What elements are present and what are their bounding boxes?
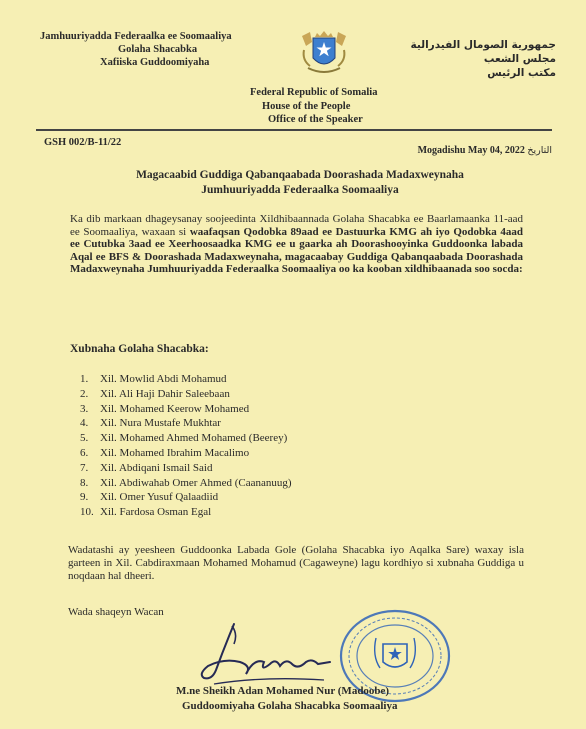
date-line	[418, 145, 552, 156]
signature-icon	[194, 618, 344, 690]
signatory-name: M.ne Sheikh Adan Mohamed Nur (Madoobe)	[176, 685, 390, 697]
list-item-number: 2.	[80, 387, 89, 400]
list-item-number: 10.	[80, 506, 94, 519]
list-item-name: Xil. Mowlid Abdi Mohamud	[100, 373, 227, 385]
list-item	[80, 446, 292, 461]
header-english-line: House of the People	[262, 100, 351, 112]
list-item	[80, 476, 292, 491]
members-heading: Xubnaha Golaha Shacabka:	[70, 343, 209, 355]
closing-paragraph: Wadatashi ay yeesheen Guddoonka Labada Gole (Golaha Shacabka iyo Aqalka Sare) waxay isla garteen in Xil. Cabdiraxmaan Mohamed Mohamud (Cagaweyne) lagu kordhiyo si xubnaha Guddiga u noqdaan hal dheeri.	[68, 544, 524, 583]
body-emphasis: waafaqsan Qodobka 89aad ee Dastuurka KMG ah iyo Qodobka 4aad ee Cutubka 3aad ee Xeerhoosaadka KMG ee u gaarka ah Doorashooyinka Guddoonka labada Aqal ee BFS & Doorashada Madaxweynaha, magacaabay Guddiga Qabanqaabada Doorashada Madaxweynaha Jumhuuriyadda Federaalka Soomaaliya oo ka kooban xildhibaanada soo socda:	[70, 225, 523, 276]
body-paragraph	[70, 213, 523, 276]
list-item	[80, 372, 292, 387]
list-item-name: Xil. Abdiqani Ismail Said	[100, 461, 213, 474]
list-item-number: 9.	[80, 491, 89, 504]
list-item-name: Xil. Fardosa Osman Egal	[100, 506, 212, 519]
list-item-number: 8.	[80, 476, 89, 489]
body-intro: Ka dib markaan dhageysanay soojeedinta Xildhibaannada Golaha Shacabka ee Baarlamaanka 11-aad ee Soomaaliya, waxaan si	[70, 213, 523, 238]
list-item-name: Xil. Mohamed Ahmed Mohamed (Beerey)	[100, 432, 288, 445]
date-text: Mogadishu May 04, 2022	[417, 145, 525, 156]
header-english	[250, 86, 410, 127]
list-item	[80, 431, 292, 446]
header-somali-line: Golaha Shacabka	[118, 44, 198, 55]
title-line: Jumhuuriyadda Federaalka Soomaaliya	[201, 184, 399, 196]
list-item-number: 6.	[80, 446, 89, 459]
list-item-name: Xil. Abdiwahab Omer Ahmed (Caananuug)	[100, 476, 292, 489]
signatory-block	[176, 684, 397, 713]
reference-number: GSH 002/B-11/22	[44, 137, 122, 148]
title-line: Magacaabid Guddiga Qabanqaabada Doorashada Madaxweynaha	[136, 169, 464, 181]
header-arabic-line: جمهورية الصومال الفيدرالية	[410, 39, 556, 51]
list-item	[80, 402, 292, 417]
letter-title	[70, 168, 530, 198]
list-item-number: 5.	[80, 432, 89, 445]
list-item-name: Xil. Mohamed Keerow Mohamed	[100, 402, 250, 415]
signatory-title: Guddoomiyaha Golaha Shacabka Soomaaliya	[182, 699, 398, 712]
list-item-name: Xil. Nura Mustafe Mukhtar	[100, 417, 221, 430]
list-item	[80, 505, 292, 520]
greeting: Wada shaqeyn Wacan	[68, 606, 164, 618]
list-item	[80, 490, 292, 505]
date-label-arabic: التاريخ	[527, 145, 552, 156]
header-divider	[36, 129, 552, 131]
list-item-number: 7.	[80, 461, 89, 474]
header-arabic-line: مكتب الرئيس	[487, 67, 556, 79]
list-item	[80, 416, 292, 431]
list-item-name: Xil. Omer Yusuf Qalaadiid	[100, 491, 219, 504]
list-item-name: Xil. Ali Haji Dahir Saleebaan	[100, 387, 230, 400]
header-somali-line: Xafiiska Guddoomiyaha	[100, 57, 210, 68]
list-item-number: 4.	[80, 417, 89, 430]
list-item-number: 3.	[80, 402, 89, 415]
header-english-line: Office of the Speaker	[268, 114, 363, 125]
header-arabic-line: مجلس الشعب	[483, 53, 556, 65]
list-item	[80, 461, 292, 476]
header-somali-line: Jamhuuriyadda Federaalka ee Soomaaliya	[40, 31, 232, 42]
header-english-line: Federal Republic of Somalia	[250, 87, 378, 98]
list-item-name: Xil. Mohamed Ibrahim Macalimo	[100, 446, 250, 459]
header-arabic	[386, 38, 556, 80]
list-item-number: 1.	[80, 373, 89, 385]
list-item	[80, 387, 292, 402]
header-somali	[40, 30, 260, 69]
coat-of-arms-icon	[296, 28, 352, 78]
members-list	[80, 372, 292, 520]
